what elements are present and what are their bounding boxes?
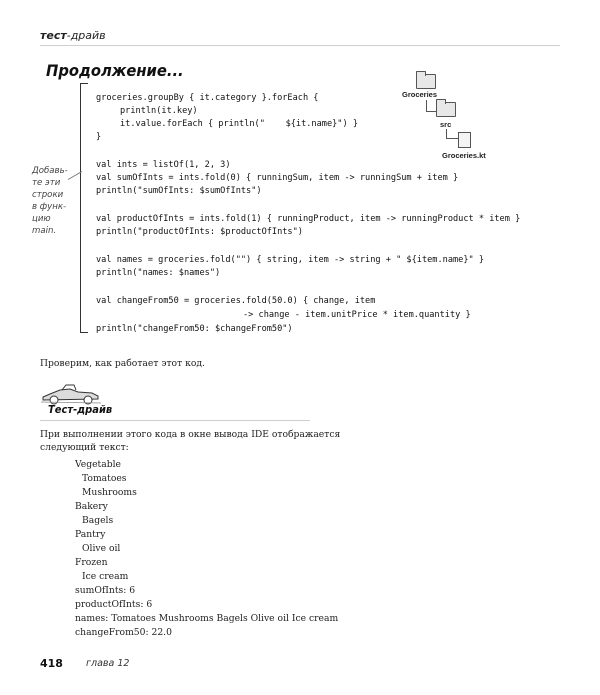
code-line: println("changeFrom50: $changeFrom50") bbox=[96, 324, 293, 334]
test-drive-title: Тест-драйв bbox=[48, 403, 113, 416]
code-line: -> change - item.unitPrice * item.quantity } bbox=[243, 310, 471, 320]
output-line: sumOfInts: 6 bbox=[75, 585, 136, 596]
output-line: Pantry bbox=[75, 529, 106, 540]
output-line: changeFrom50: 22.0 bbox=[75, 627, 172, 638]
margin-note bbox=[32, 165, 76, 237]
project-file-tree bbox=[400, 70, 510, 162]
code-line: println("productOfInts: $productOfInts") bbox=[96, 227, 303, 237]
tree-connector bbox=[446, 129, 458, 139]
code-line: println("sumOfInts: $sumOfInts") bbox=[96, 186, 262, 196]
tree-root-label: Groceries bbox=[402, 90, 438, 99]
tree-connector bbox=[426, 100, 436, 112]
margin-note-line: в функ- bbox=[32, 202, 67, 212]
code-line: groceries.groupBy { it.category }.forEach { bbox=[96, 93, 319, 103]
output-intro-paragraph bbox=[40, 428, 340, 454]
code-line: } bbox=[96, 132, 102, 142]
code-line: it.value.forEach { println(" ${it.name}") } bbox=[120, 119, 358, 129]
output-line: Bakery bbox=[75, 501, 108, 512]
kotlin-file-icon bbox=[458, 132, 471, 148]
margin-note-line: те эти bbox=[32, 178, 61, 188]
output-line: Ice cream bbox=[82, 571, 129, 582]
section-title: Продолжение... bbox=[46, 61, 184, 80]
chapter-label: глава 12 bbox=[86, 658, 130, 669]
code-line: val changeFrom50 = groceries.fold(50.0) { change, item bbox=[96, 296, 376, 306]
output-line: Vegetable bbox=[75, 459, 121, 470]
code-line: val sumOfInts = ints.fold(0) { runningSum, item -> runningSum + item } bbox=[96, 173, 459, 183]
header-divider bbox=[40, 45, 560, 46]
groceries-folder-icon bbox=[416, 74, 436, 89]
code-line: val ints = listOf(1, 2, 3) bbox=[96, 160, 231, 170]
page-number: 418 bbox=[40, 657, 63, 670]
output-line: Olive oil bbox=[82, 543, 121, 554]
output-line: names: Tomatoes Mushrooms Bagels Olive oil Ice cream bbox=[75, 613, 339, 624]
paragraph-line: При выполнении этого кода в окне вывода IDE отображается bbox=[40, 429, 341, 440]
paragraph-line: следующий текст: bbox=[40, 442, 129, 453]
output-line: Frozen bbox=[75, 557, 108, 568]
margin-note-line: Добавь- bbox=[32, 166, 68, 176]
intro-paragraph: Проверим, как работает этот код. bbox=[40, 358, 205, 369]
output-line: Mushrooms bbox=[82, 487, 137, 498]
src-folder-icon bbox=[436, 102, 456, 117]
output-line: Tomatoes bbox=[82, 473, 127, 484]
tree-file-label: Groceries.kt bbox=[442, 151, 486, 160]
margin-note-line: строки bbox=[32, 190, 64, 200]
code-bracket bbox=[80, 83, 88, 333]
code-line: val names = groceries.fold("") { string, item -> string + " ${item.name}" } bbox=[96, 255, 485, 265]
code-line: println("names: $names") bbox=[96, 268, 221, 278]
margin-note-line: цию bbox=[32, 214, 51, 224]
header-tag-bold: тест bbox=[40, 29, 67, 42]
running-header bbox=[40, 29, 106, 42]
margin-note-line: main. bbox=[32, 226, 57, 236]
output-line: Bagels bbox=[82, 515, 114, 526]
code-line: println(it.key) bbox=[120, 106, 198, 116]
tree-folder-label: src bbox=[440, 120, 452, 129]
code-line: val productOfInts = ints.fold(1) { runningProduct, item -> runningProduct * item } bbox=[96, 214, 521, 224]
header-tag-rest: -драйв bbox=[66, 29, 106, 42]
test-drive-divider bbox=[40, 420, 310, 421]
output-line: productOfInts: 6 bbox=[75, 599, 153, 610]
